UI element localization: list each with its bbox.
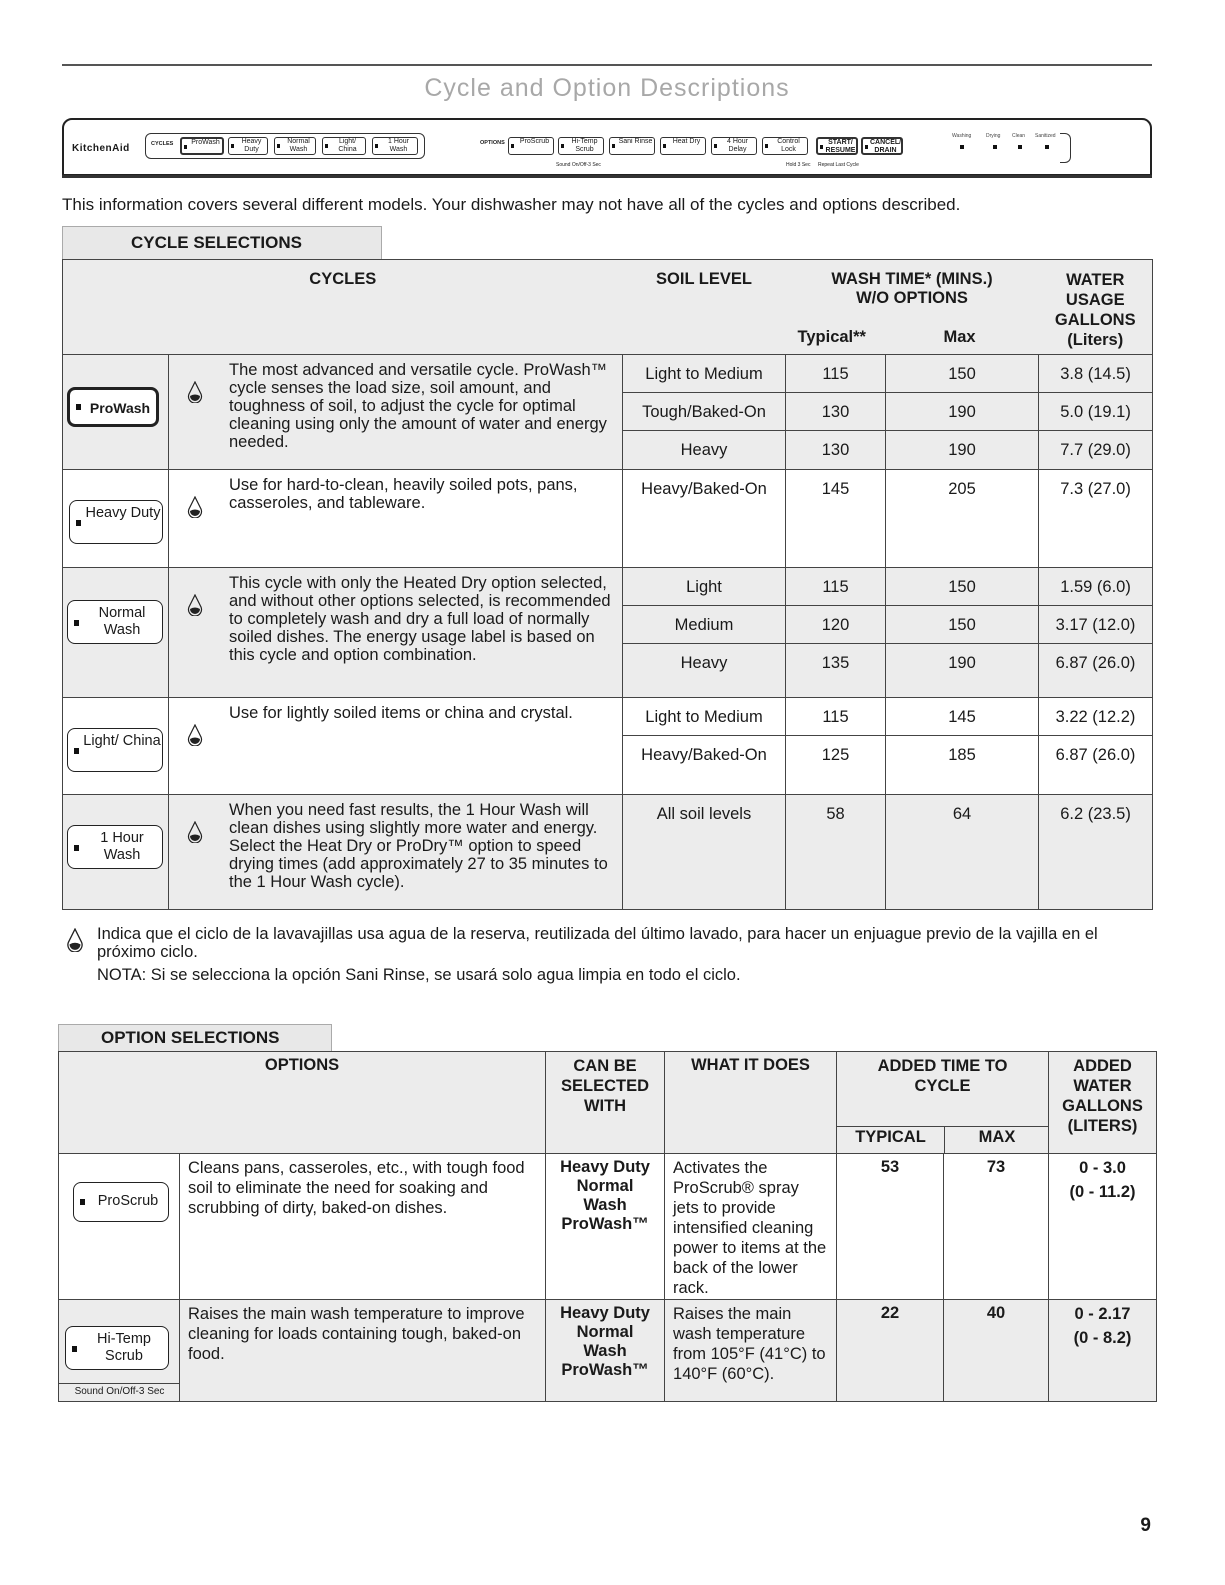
soil-col-header: SOIL LEVEL bbox=[656, 270, 752, 288]
cycle-row-1-hour-wash bbox=[63, 795, 1153, 910]
panel-btn-start-resume[interactable]: START/ RESUME bbox=[816, 137, 858, 155]
typical-time: 130 bbox=[786, 393, 885, 431]
compatible-cycle: Wash bbox=[583, 1342, 627, 1360]
water-usage: 6.2 (23.5) bbox=[1060, 805, 1131, 823]
panel-btn-heat-dry[interactable]: Heat Dry bbox=[660, 137, 706, 155]
sani-rinse-note: NOTA: Si se selecciona la opción Sani Rinse, se usará solo agua limpia en todo el ciclo. bbox=[97, 966, 741, 984]
water-usage: 3.17 (12.0) bbox=[1039, 606, 1152, 644]
max-time: 150 bbox=[886, 355, 1038, 393]
option-row-proscrub bbox=[59, 1154, 1157, 1300]
panel-sublabel-repeat: Repeat Last Cycle bbox=[818, 162, 859, 168]
max-time: 190 bbox=[948, 441, 976, 459]
cycle-description: This cycle with only the Heated Dry option selected, and without other options selected, is recommended to completely wash and dry a full load of normally soiled dishes. The energy usage label is based on this cycle and option combination. bbox=[229, 574, 611, 664]
added-time-max: 40 bbox=[986, 1304, 1006, 1322]
added-water-gallons: 0 - 2.17 bbox=[1074, 1305, 1131, 1323]
status-light-sanitized bbox=[1045, 145, 1049, 149]
typical-time: 130 bbox=[821, 441, 850, 459]
compatible-cycle: Heavy Duty bbox=[560, 1158, 650, 1176]
added-water-gallons: 0 - 3.0 bbox=[1079, 1159, 1126, 1177]
compatible-cycle: Normal bbox=[576, 1177, 634, 1195]
cycle-row-prowash bbox=[63, 355, 1153, 470]
added-water-liters: (0 - 8.2) bbox=[1073, 1329, 1132, 1347]
panel-base bbox=[62, 175, 1152, 178]
what-it-does: Raises the main wash temperature from 105°F (41°C) to 140°F (60°C). bbox=[673, 1305, 826, 1383]
cycle-description: Use for hard-to-clean, heavily soiled pots, pans, casseroles, and tableware. bbox=[229, 476, 578, 512]
typical-time: 145 bbox=[821, 480, 850, 498]
panel-btn-4-hour-delay[interactable]: 4 Hour Delay bbox=[711, 137, 757, 155]
can-be-selected-header: CAN BE SELECTED WITH bbox=[561, 1057, 650, 1115]
what-it-does-header: WHAT IT DOES bbox=[691, 1056, 810, 1074]
cycles-col-header: CYCLES bbox=[309, 270, 377, 288]
soil-level: Heavy/Baked-On bbox=[641, 746, 767, 764]
panel-sublabel-sound: Sound On/Off-3 Sec bbox=[556, 162, 601, 168]
cycle-row-normal-wash bbox=[63, 568, 1153, 698]
water-usage: 7.3 (27.0) bbox=[1060, 480, 1131, 498]
soil-level: All soil levels bbox=[656, 805, 752, 823]
compatible-cycle: ProWash™ bbox=[561, 1361, 649, 1379]
max-time: 64 bbox=[952, 805, 972, 823]
added-water-header: ADDED WATER GALLONS (LITERS) bbox=[1062, 1057, 1143, 1135]
panel-btn-sani-rinse[interactable]: Sani Rinse bbox=[609, 137, 655, 155]
prowash-button-icon: ProWash bbox=[67, 387, 159, 427]
heavy-duty-button-icon: Heavy Duty bbox=[69, 500, 163, 544]
panel-btn-proscrub[interactable]: ProScrub bbox=[508, 137, 554, 155]
water-usage: 3.8 (14.5) bbox=[1039, 355, 1152, 393]
compatible-cycle: Normal bbox=[576, 1323, 634, 1341]
cycle-description: The most advanced and versatile cycle. ProWash™ cycle senses the load size, soil amount, and toughness of soil, to adjust the cycle for optimal cleaning using only the amount of water and energy needed. bbox=[229, 361, 608, 451]
water-usage: 3.22 (12.2) bbox=[1039, 698, 1152, 736]
typical-time: 120 bbox=[786, 606, 885, 644]
water-usage: 6.87 (26.0) bbox=[1055, 746, 1136, 764]
status-drying: Drying bbox=[986, 133, 1001, 139]
typical-time: 125 bbox=[821, 746, 850, 764]
max-subheader: Max bbox=[943, 328, 976, 346]
typical-time: 115 bbox=[786, 355, 885, 393]
status-sanitized: Sanitized bbox=[1035, 133, 1056, 139]
panel-cycle-group bbox=[145, 133, 425, 159]
typical-time: 115 bbox=[786, 568, 885, 606]
proscrub-button-icon: ProScrub bbox=[73, 1182, 169, 1222]
brand-logo: KitchenAid bbox=[72, 143, 130, 154]
drop-icon-note: Indica que el ciclo de la lavavajillas usa agua de la reserva, reutilizada del último lavado, para hacer un enjuague previo de la vajilla en el próximo ciclo. bbox=[97, 925, 1098, 961]
cycle-description: When you need fast results, the 1 Hour Wash will clean dishes using slightly more water and energy. Select the Heat Dry or ProDry™ option to speed drying times (add approximately 27 to 35 minutes to the 1 Hour Wash cycle). bbox=[229, 801, 608, 891]
soil-level: Light to Medium bbox=[623, 698, 785, 736]
water-usage: 1.59 (6.0) bbox=[1039, 568, 1152, 606]
added-water-liters: (0 - 11.2) bbox=[1069, 1183, 1136, 1201]
water-drop-icon bbox=[187, 594, 203, 616]
panel-cycles-label: CYCLES bbox=[151, 141, 174, 147]
panel-option-group bbox=[508, 134, 908, 160]
max-time: 190 bbox=[886, 393, 1038, 431]
water-usage: 6.87 (26.0) bbox=[1055, 654, 1136, 672]
status-washing: Washing bbox=[952, 133, 972, 139]
panel-btn-light-china[interactable]: Light/ China bbox=[322, 137, 366, 155]
water-usage-col-header: WATER USAGE GALLONS (Liters) bbox=[1054, 271, 1136, 349]
max-subheader: MAX bbox=[944, 1126, 1049, 1154]
added-time-max: 73 bbox=[986, 1158, 1006, 1176]
max-time: 150 bbox=[886, 568, 1038, 606]
panel-status-frame bbox=[1060, 133, 1071, 163]
soil-level: Tough/Baked-On bbox=[623, 393, 785, 431]
soil-level: Medium bbox=[623, 606, 785, 644]
panel-btn-1-hour-wash[interactable]: 1 Hour Wash bbox=[372, 137, 418, 155]
panel-btn-control-lock[interactable]: Control Lock bbox=[762, 137, 808, 155]
sound-sublabel: Sound On/Off-3 Sec bbox=[59, 1383, 180, 1397]
typical-time: 58 bbox=[826, 805, 845, 823]
wash-time-col-header: WASH TIME* (MINS.) bbox=[831, 270, 993, 288]
max-time: 205 bbox=[948, 480, 976, 498]
max-time: 190 bbox=[948, 654, 976, 672]
page-number: 9 bbox=[1140, 1515, 1151, 1536]
cycle-table bbox=[62, 259, 1153, 910]
compatible-cycle: ProWash™ bbox=[561, 1215, 649, 1233]
soil-level: Light to Medium bbox=[623, 355, 785, 393]
water-drop-icon bbox=[187, 496, 203, 518]
status-light-washing bbox=[960, 145, 964, 149]
option-row-hi-temp-scrub bbox=[59, 1300, 1157, 1402]
wo-options-subheader: W/O OPTIONS bbox=[856, 289, 968, 307]
panel-btn-heavy-duty[interactable]: Heavy Duty bbox=[228, 137, 268, 155]
panel-sublabel-hold: Hold 3 Sec bbox=[786, 162, 811, 168]
panel-btn-normal-wash[interactable]: Normal Wash bbox=[274, 137, 316, 155]
max-time: 150 bbox=[886, 606, 1038, 644]
cycle-description: Use for lightly soiled items or china and crystal. bbox=[229, 704, 573, 722]
added-time-typical: 22 bbox=[880, 1304, 900, 1322]
added-time-header: ADDED TIME TO CYCLE bbox=[877, 1057, 1008, 1095]
compatible-cycle: Heavy Duty bbox=[560, 1304, 650, 1322]
water-drop-icon bbox=[187, 381, 203, 403]
typical-subheader: TYPICAL bbox=[855, 1128, 926, 1146]
soil-level: Heavy/Baked-On bbox=[641, 480, 767, 498]
what-it-does: Activates the ProScrub® spray jets to provide intensified cleaning power to items at the back of the lower rack. bbox=[673, 1159, 827, 1297]
cycle-section-header: CYCLE SELECTIONS bbox=[62, 226, 382, 260]
water-drop-icon bbox=[187, 724, 203, 746]
soil-level: Heavy bbox=[680, 654, 728, 672]
cycle-row-light-china bbox=[63, 698, 1153, 795]
water-usage: 7.7 (29.0) bbox=[1060, 441, 1131, 459]
typical-subheader: Typical** bbox=[797, 328, 866, 346]
hi-temp-scrub-button-icon: Hi-Temp Scrub bbox=[65, 1326, 169, 1370]
options-col-header: OPTIONS bbox=[264, 1056, 340, 1074]
status-clean: Clean bbox=[1012, 133, 1026, 139]
light-china-button-icon: Light/ China bbox=[67, 728, 163, 772]
panel-btn-cancel-drain[interactable]: CANCEL/ DRAIN bbox=[861, 137, 903, 155]
soil-level: Heavy bbox=[680, 441, 728, 459]
soil-level: Light bbox=[623, 568, 785, 606]
normal-wash-button-icon: Normal Wash bbox=[67, 600, 163, 644]
typical-time: 135 bbox=[821, 654, 850, 672]
option-description: Cleans pans, casseroles, etc., with tough food soil to eliminate the need for soaking and scrubbing of dirty, baked-on dishes. bbox=[188, 1159, 525, 1217]
panel-btn-hi-temp-scrub[interactable]: Hi-Temp Scrub bbox=[558, 137, 604, 155]
panel-btn-prowash[interactable]: ProWash bbox=[180, 137, 224, 155]
compatible-cycle: Wash bbox=[583, 1196, 627, 1214]
max-time: 185 bbox=[948, 746, 976, 764]
1-hour-wash-button-icon: 1 Hour Wash bbox=[67, 825, 163, 869]
intro-text: This information covers several different models. Your dishwasher may not have all of the cycles and options described. bbox=[62, 195, 961, 214]
top-rule bbox=[62, 64, 1152, 66]
typical-time: 115 bbox=[786, 698, 885, 736]
water-usage: 5.0 (19.1) bbox=[1039, 393, 1152, 431]
panel-options-label: OPTIONS bbox=[480, 140, 505, 146]
water-drop-icon bbox=[66, 928, 84, 952]
max-time: 145 bbox=[886, 698, 1038, 736]
cycle-row-heavy-duty bbox=[63, 470, 1153, 568]
added-time-typical: 53 bbox=[880, 1158, 900, 1176]
status-light-drying bbox=[993, 145, 997, 149]
water-drop-icon bbox=[187, 821, 203, 843]
option-section-header: OPTION SELECTIONS bbox=[58, 1024, 332, 1052]
option-description: Raises the main wash temperature to improve cleaning for loads containing tough, baked-on food. bbox=[188, 1305, 525, 1363]
page-title: Cycle and Option Descriptions bbox=[424, 74, 790, 102]
status-light-clean bbox=[1018, 145, 1022, 149]
option-table bbox=[58, 1051, 1157, 1402]
